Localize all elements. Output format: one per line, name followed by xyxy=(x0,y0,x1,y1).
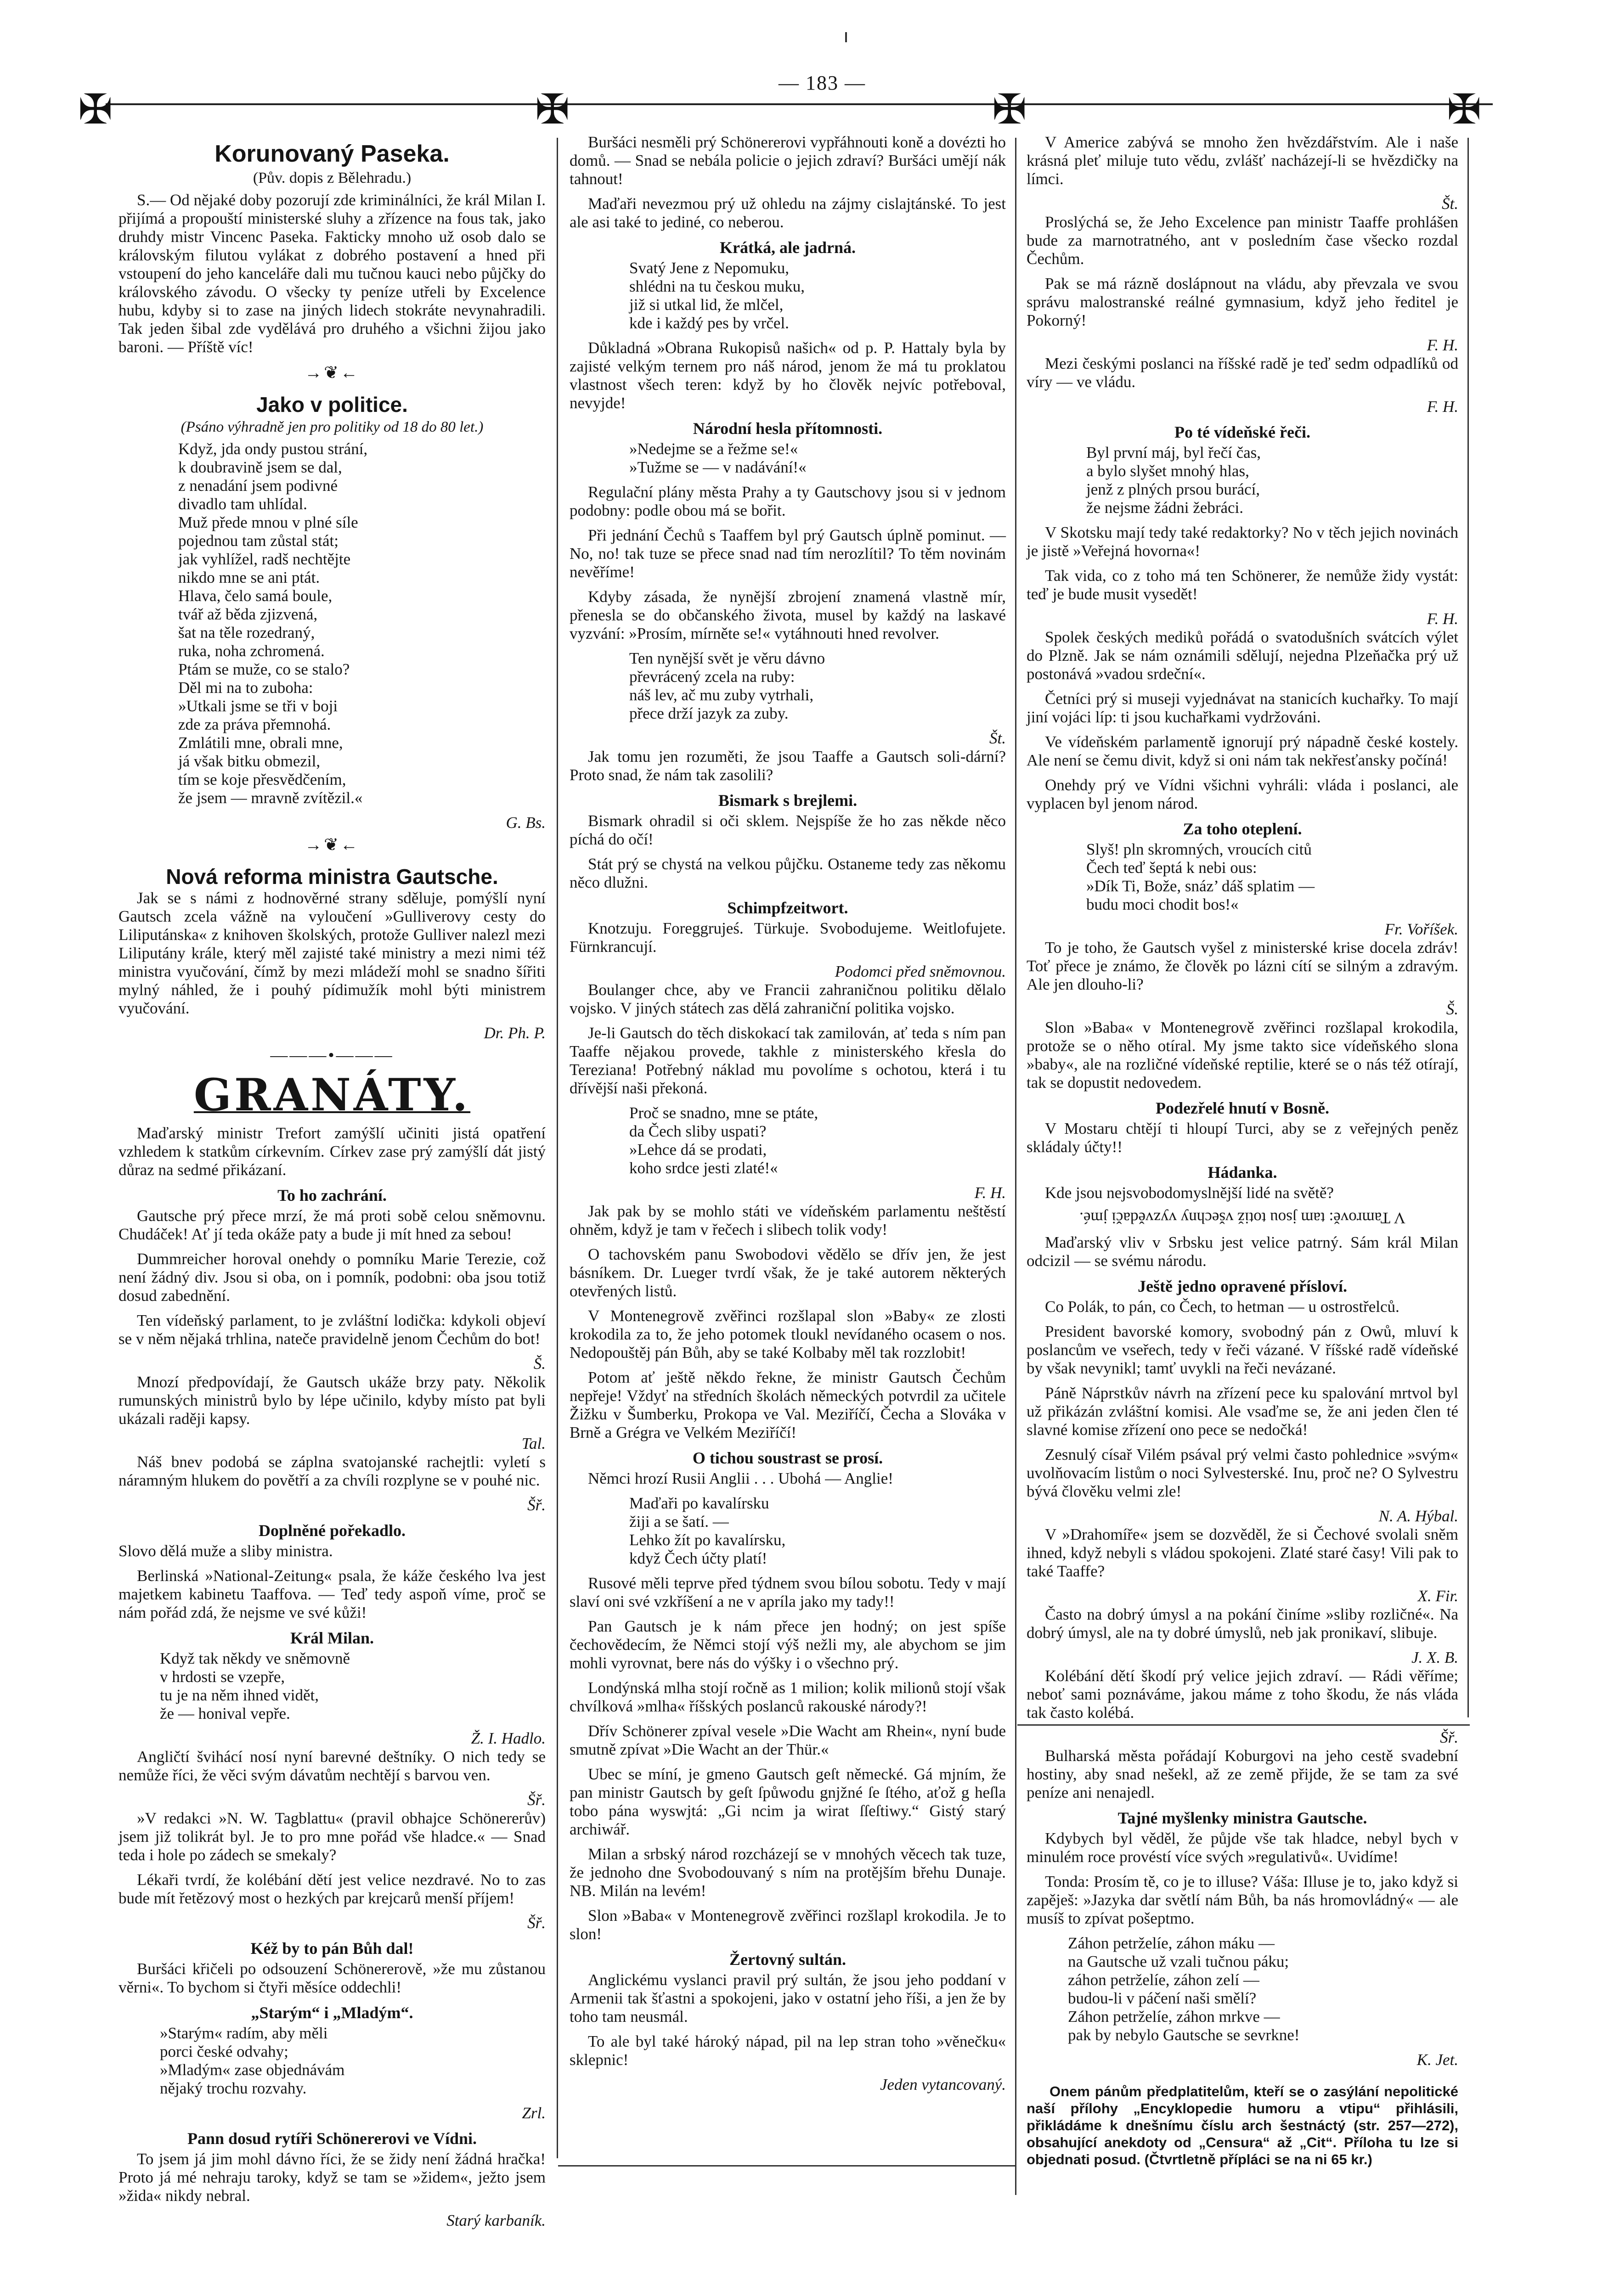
signature: Jeden vytancovaný. xyxy=(880,2076,1006,2093)
article-title-reforma: Nová reforma ministra Gautsche. xyxy=(166,865,498,889)
item-text: Knotzuju. Foreggrujeś. Türkuje. Svobodujeme. Weitlofujete. Fürnkrancují. xyxy=(570,919,1006,956)
item-text: To jsem já jim mohl dávno říci, že se židy není žádná hračka! Proto já mé nehraju taroky, když se tam se »židem«, ježto jsem »žida« nikdy nebral. xyxy=(119,2150,546,2205)
item-text: Ten vídeňský parlament, to je zvláštní lodička: kdykoli objeví se v něm nějaká trhlina, nateče pravidelně jenom Čechům do bot! xyxy=(119,1311,546,1348)
poem: Proč se snadno, mne se ptáte, da Čech sliby uspati? »Lehce dá se prodati, koho srdce jesti zlaté!« xyxy=(629,1104,818,1177)
item-text: V Skotsku mají tedy také redaktorky? No v těch jejich novinách je jistě »Veřejná hovorna«! xyxy=(1027,523,1458,560)
subscriber-notice: Onem pánům předplatitelům, kteří se o zasýlání nepolitické naší přílohy „Encyklopedie humoru a vtipu“ přihlásili, přikládáme k dnešnímu číslu arch šestnáctý (str. 257—272), obsahující anekdoty od „Censura“ až „Cit“. Příloha tu lze si objednati posud. (Čtvrtletně přípláci se na ni 65 kr.) xyxy=(1027,2083,1458,2167)
signature: Starý karbaník. xyxy=(446,2212,546,2229)
article-body: S.— Od nějaké doby pozorují zde kriminálníci, že král Milan I. přijímá a propouští ministerské sluhy a zřízence na fous tak, jako druhdy mistr Vincenc Paseka. Fakticky mnoho už osob dalo se královským filutou vylákat z dobrého postavení a hned při vstoupení do jeho kanceláře dali mu tučnou kauci nebo půjčky do královského závodu. O všecky ty peníze utřeli by Excelence hubu, kdyby si to zase na jiných lidech stokráte nevynahradili. Tak jeden šibal zde vydělává pro druhého a všichni žijou jako baroni. — Příště víc! xyxy=(119,191,546,356)
item-title: Král Milan. xyxy=(290,1629,374,1647)
item-text: Slon »Baba« v Montenegrově zvěřinci rozšlapl krokodila. Je to slon! xyxy=(570,1907,1006,1943)
signature: Tal. xyxy=(521,1435,546,1452)
item-title: Národní hesla přítomnosti. xyxy=(693,419,883,438)
item-text: Gautsche prý přece mrzí, že má proti sobě celou sněmovnu. Chudáček! Ať jí teda okáže paty a bude ji mít hned za sebou! xyxy=(119,1207,546,1243)
signature: J. X. B. xyxy=(1411,1649,1458,1666)
signature: F. H. xyxy=(974,1184,1006,1202)
item-text: Kolébání dětí škodí prý velice jejich zdraví. — Rádi věříme; neboť sami poznáváme, jakou máme z toho škodu, že nás vláda tak často kolébá. xyxy=(1027,1667,1458,1722)
item-text: To ale byl také hároký nápad, pil na lep stran toho »věnečku« sklepnic! xyxy=(570,2032,1006,2069)
article-byline: (Pův. dopis z Bělehradu.) xyxy=(253,169,412,186)
item-title: Po té vídeňské řeči. xyxy=(1174,423,1310,441)
item-text: Maďaři nevezmou prý už ohledu na zájmy cislajtánské. To jest ale asi také to jediné, co neberou. xyxy=(570,195,1006,231)
item-title: Bismark s brejlemi. xyxy=(718,791,858,810)
article-title-politice: Jako v politice. xyxy=(256,393,408,416)
item-text: Dřív Schönerer zpíval vesele »Die Wacht am Rhein«, nyní bude smutně zpívat »Die Wacht an der Thür.« xyxy=(570,1722,1006,1758)
item-text: Rusové měli teprve před týdnem svou bílou sobotu. Tedy v mají slaví oni své vzkříšení a ne v apríla jako my tady!! xyxy=(570,1574,1006,1610)
item-text: Maďarský ministr Trefort zamýšlí učiniti jistá opatření vzhledem k statkům církevním. Církev zase prý zamýšlí dát jistý důraz na sedmé přikázaní. xyxy=(119,1124,546,1179)
article-body: Jak se s námi z hodnověrné strany sděluje, pomýšlí nyní Gautsch zcela vážně na vyloučení »Gulliverovy cesty do Liliputánska« z knihoven školských, protože Gulliver nalezl mezi Liliputány krále, který měl zajisté také ministry a mezi nimi též ministra vyučování, čímž by mezi mládeží mohl se snadno šířiti mylný náhled, že i pouhý pídimužík mohl býti ministrem vyučování. xyxy=(119,889,546,1017)
item-text: Boulanger chce, aby ve Francii zahraničnou politiku dělalo vojsko. V jiných státech zas dělá zahraniční politika vojsko. xyxy=(570,981,1006,1017)
signature: Šř. xyxy=(527,1496,546,1514)
item-text-fraktur: Ubec se míní, je gmeno Gautsch geſt německé. Gá mjním, že pan ministr Gautsch by geſt ſpůwodu gnjžné ſe ſtého, aťož g heſla tobo pána wyswjtá: „Gi ncim ja wirat ſſeſtiwy.“ Gistý starý archiwář. xyxy=(570,1765,1006,1838)
item-title: Podezřelé hnutí v Bosně. xyxy=(1156,1099,1329,1117)
item-title: Kéž by to pán Bůh dal! xyxy=(250,1939,414,1958)
signature: Št. xyxy=(1442,195,1458,213)
column-1 xyxy=(119,133,546,2229)
item-text: Potom ať ještě někdo řekne, že ministr Gautsch Čechům nepřeje! Vždyť na středních školách německých potvrdil za učitele Žižku v Šumberku, Prokopa ve Val. Meziříčí, Čecha a Slováka v Brně a Grégra ve Velkém Meziříčí! xyxy=(570,1368,1006,1441)
signature: Šř. xyxy=(527,1791,546,1809)
item-text: Slon »Baba« v Montenegrově zvěřinci rozšlapal krokodila, protože se o něho otíral. My jsme takto sice vídeňského slona »baby«, ale na rozličné vídeňské reptilie, které se o nás též otírají, tak se dopustit nedovedem. xyxy=(1027,1019,1458,1092)
item-text: Buršáci nesměli prý Schönererovi vypřáhnouti koně a dovézti ho domů. — Snad se nebála policie o jejich zdraví? Buršáci umějí nák tahnout! xyxy=(570,133,1006,188)
item-text: Němci hrozí Rusii Anglii . . . Ubohá — Anglie! xyxy=(588,1469,893,1487)
section-divider: →❦← xyxy=(305,363,360,383)
column-2-bottom-rule xyxy=(558,2165,1015,2167)
item-text: Kde jsou nejsvobodomyslnější lidé na světě? xyxy=(1045,1184,1334,1202)
signature: Podomci před sněmovnou. xyxy=(835,962,1006,980)
item-title: O tichou soustrast se prosí. xyxy=(692,1449,883,1467)
item-text: Slovo dělá muže a sliby ministra. xyxy=(119,1542,333,1560)
item-text: Milan a srbský národ rozcházejí se v mnohých věcech tak tuze, že jednoho dne Svobodouvaný s ním na protějším břehu Dunaje. NB. Milán na levém! xyxy=(570,1845,1006,1900)
poem: »Starým« radím, aby měli porci české odvahy; »Mladým« zase objednávám nějaký trochu rozvahy. xyxy=(160,2024,345,2097)
item-title: Ještě jedno opravené přísloví. xyxy=(1138,1277,1347,1295)
item-text: »V redakci »N. W. Tagblattu« (pravil obhajce Schönererův) jsem již tolikrát byl. Je to pro mne pořád vše hladce.« — Snad teda i hole po zádech se smekaly? xyxy=(119,1809,546,1864)
item-title: Za toho oteplení. xyxy=(1183,820,1302,838)
item-text: Bismark ohradil si oči sklem. Nejspíše že ho zas někde něco píchá do očí! xyxy=(570,812,1006,848)
signature: Šř. xyxy=(1440,1728,1458,1746)
item-title: Krátká, ale jadrná. xyxy=(720,238,856,257)
signature: Ž. I. Hadlo. xyxy=(471,1729,546,1747)
item-text: Stát prý se chystá na velkou půjčku. Ostaneme tedy zas někomu něco dlužni. xyxy=(570,855,1006,891)
item-text: President bavorské komory, svobodný pán z Owů, mluví k poslancům ve vseřech, tedy v řeči vázané. V říšské radě vídeňské by však nevynikl; tamť uvykli na řeči nevázané. xyxy=(1027,1322,1458,1377)
item-text: Co Polák, to pán, co Čech, to hetman — u ostrostřelců. xyxy=(1045,1298,1400,1316)
header-rule xyxy=(106,103,1493,105)
corner-ornament-middle-left-icon: ✠ xyxy=(535,87,570,133)
item-title: Hádanka. xyxy=(1208,1163,1277,1182)
item-text: Ve vídeňském parlamentě ignorují prý nápadně české kostely. Ale není se čemu divit, když si oni nám tak nekřesťansky počíná! xyxy=(1027,733,1458,769)
item-text: Lékaři tvrdí, že kolébání dětí jest velice nezdravé. No to zas bude mít řetězový most o hezkých par krejcarů menší příjem! xyxy=(119,1871,546,1907)
poem: Když, jda ondy pustou strání, k doubravině jsem se dal, z nenadání jsem podivné divadlo tam uhlídal. Muž přede mnou v plné síle pojednou tam zůstal stát; jak vyhlížel, radš nechtějte nikdo mne se ani ptát. Hlava, čelo samá boule, tvář až běda zjizvená, šat na těle rozedraný, ruka, noha zchromená. Ptám se muže, co se stalo? Děl mi na to zuboha: »Utkali jsme se tři v boji zde za práva přemnohá. Zmlátili mne, obrali mne, já však bitku obmezil, tím se koje přesvědčením, že jsem — mravně zvítězil.« xyxy=(178,440,368,807)
item-text: Zesnulý císař Vilém psával prý velmi často pohlednice »svým« uvolňovacím listům o noci Sylvesterské. Inu, proč ne? O Sylvestru bývá člověku velmi zle! xyxy=(1027,1446,1458,1500)
item-text: Mezi českými poslanci na říšské radě je teď sedm odpadlíků od víry — ve vládu. xyxy=(1027,355,1458,391)
section-divider: →❦← xyxy=(305,835,360,855)
corner-ornament-right-icon: ✠ xyxy=(1447,87,1482,133)
column-3 xyxy=(1027,133,1458,2167)
item-text: Při jednání Čechů s Taaffem byl prý Gautsch úplně pominut. — No, no! tak tuze se přece snad nad tím nerozlítil? To těm novinám nevěříme! xyxy=(570,526,1006,581)
item-text: Četníci prý si museji vyjednávat na stanicích kuchařky. To mají jiní vojáci líp: ti jsou kuchařkami vydržováni. xyxy=(1027,690,1458,726)
signature: Fr. Voříšek. xyxy=(1384,920,1458,938)
item-text: Pak se má rázně doslápnout na vládu, aby převzala ve svou správu malostranské reálné gymnasium, když jeho ředitel je Pokorný! xyxy=(1027,275,1458,329)
item-text: V Americe zabývá se mnoho žen hvězdářstvím. Ale i naše krásná pleť miluje tuto vědu, zvlášť nacházejí-li se hvězdičky na límci. xyxy=(1027,133,1458,188)
item-text: Proslýchá se, že Jeho Excelence pan ministr Taaffe prohlášen bude za marnotratného, ant v posledním čase všecko rozdal Čechům. xyxy=(1027,213,1458,268)
item-text: Tonda: Prosím tě, co je to illuse? Váša: Illuse je to, jako když si zapěješ: »Jazyka dar světlí nám Bůh, ba nás hromovládný« — ale musíš to zpívat pošeptmo. xyxy=(1027,1873,1458,1927)
poem: Byl první máj, byl řečí čas, a bylo slyšet mnohý hlas, jenž z plných prsou burácí, že nejsme žádni žebráci. xyxy=(1086,444,1261,517)
signature: N. A. Hýbal. xyxy=(1378,1507,1458,1525)
poem: »Nedejme se a řežme se!« »Tužme se — v nadávání!« xyxy=(629,440,807,476)
poem: Maďaři po kavalírsku žiji a se šatí. — Lehko žít po kavalírsku, když Čech účty platí! xyxy=(629,1494,786,1567)
item-text: Maďarský vliv v Srbsku jest velice patrný. Sám král Milan odcizil — se svému národu. xyxy=(1027,1233,1458,1270)
signature: F. H. xyxy=(1427,398,1458,416)
item-text: Regulační plány města Prahy a ty Gautschovy jsou si v jednom podobny: podle obou má se bořit. xyxy=(570,483,1006,519)
poem: Ten nynější svět je věru dávno převrácený zcela na ruby: náš lev, ač mu zuby vytrhali, přece drží jazyk za zuby. xyxy=(629,649,825,722)
page-number: — 183 — xyxy=(779,72,866,94)
item-text: Angličtí švihácí nosí nyní barevné deštníky. O nich tedy se nemůže říci, že věci svým dávatům nechtějí s barvou ven. xyxy=(119,1748,546,1784)
signature: X. Fir. xyxy=(1417,1587,1458,1605)
item-text: Často na dobrý úmysl a na pokání činíme »sliby rozličné«. Na dobrý úmysl, ale na ty dobré úmyslů, neb jak pronikaví, slibuje. xyxy=(1027,1605,1458,1642)
page-mark xyxy=(845,32,847,42)
column-2 xyxy=(570,133,1006,2140)
item-title: Pann dosud rytíři Schönererovi ve Vídni. xyxy=(187,2129,477,2148)
column-rule-1 xyxy=(557,138,558,2158)
signature: G. Bs. xyxy=(506,814,546,832)
item-text: V »Drahomíře« jsem se dozvěděl, že si Čechové svolali sněm ihned, když nebyli s vládou spokojeni. Zlaté staré časy! Vili pak to také Taaffe? xyxy=(1027,1525,1458,1580)
item-text: Spolek českých mediků pořádá o svatodušních svátcích výlet do Plzně. Jak se nám oznámili sdělují, nejedna Plzeňačka prý už postonává »vadou srdeční«. xyxy=(1027,628,1458,683)
signature: Dr. Ph. P. xyxy=(484,1024,546,1042)
item-text: Jak tomu jen rozuměti, že jsou Taaffe a Gautsch soli-dární? Proto snad, že nám tak zasolili? xyxy=(570,748,1006,784)
section-divider: ———•——— xyxy=(270,1046,394,1065)
item-text: V Montenegrově zvěřinci rozšlapal slon »Baby« ze zlosti krokodila za to, že jeho potomek tloukl nevídaného ocasem o nos. Nedopouštěj pán Bůh, aby se také Kolbaby měl tak rozzlobit! xyxy=(570,1307,1006,1362)
item-text: Páně Náprstkův návrh na zřízení pece ku spalování mrtvol byl už přikázán zvláštní komisi. Ale vsaďme se, že ani jeden člen té slavné komise zřízení ono pece se nedočká! xyxy=(1027,1384,1458,1439)
item-text: Bulharská města pořádají Koburgovi na jeho cestě svadební hostiny, aby snad nešekl, až ze země přijde, že se tam za své peníze ani nenajedl. xyxy=(1027,1747,1458,1801)
item-text: Mnozí předpovídají, že Gautsch ukáže brzy paty. Několik rumunských ministrů bylo by lépe učinilo, kdyby místo pat byli ukázali raději kapsy. xyxy=(119,1373,546,1428)
item-text: Je-li Gautsch do těch diskokací tak zamilován, ať teda s ním pan Taaffe nějakou provede, takhle z ministerského křesla do Tereziana! Potřebný náklad mu povolíme s ochotou, která i tu dřívější naši překoná. xyxy=(570,1024,1006,1097)
signature: F. H. xyxy=(1427,336,1458,354)
item-title: Žertovný sultán. xyxy=(729,1950,847,1969)
item-text: Jak pak by se mohlo státi ve vídeňském parlamentu neštěstí ohněm, když je tam v řečech i slibech tolik vody! xyxy=(570,1202,1006,1238)
item-text: O tachovském panu Swobodovi vědělo se dřív jen, že jest básníkem. Dr. Lueger tvrdí však, že je také autorem některých otevřených listů. xyxy=(570,1245,1006,1300)
item-text: Dummreicher horoval onehdy o pomníku Marie Terezie, což není žádný div. Jsou si oba, on i pomník, podobni: oba jsou totiž dosud zabednění. xyxy=(119,1250,546,1305)
signature: K. Jet. xyxy=(1416,2051,1458,2069)
signature: Š. xyxy=(1446,1000,1458,1018)
article-title-korunovany: Korunovaný Paseka. xyxy=(214,141,450,167)
item-title: Tajné myšlenky ministra Gautsche. xyxy=(1117,1809,1367,1827)
item-text: Pan Gautsch je k nám přece jen hodný; on jest spíše čechovědecím, že Němci stojí výš nežli my, ale abychom se jim mohli vyrovnat, bere nás do výšky i o všechno prý. xyxy=(570,1617,1006,1672)
item-text: Buršáci křičeli po odsouzení Schönererově, »že mu zůstanou věrni«. To bychom si čtyři měsíce oddechli! xyxy=(119,1960,546,1996)
item-text: Náš bnev podobá se záplna svatojanské rachejtli: vyletí s náramným hlukem do povětří a za chvíli rozplyne se v pouhé nic. xyxy=(119,1453,546,1489)
item-text: Anglickému vyslanci pravil prý sultán, že jsou jeho poddaní v Armenii tak šťastni a spokojeni, jako v ostatní jeho říši, a jen že by toho tam neusmál. xyxy=(570,1971,1006,2026)
signature: Šř. xyxy=(527,1914,546,1932)
item-title: Doplněné pořekadlo. xyxy=(258,1521,406,1540)
signature: Št. xyxy=(989,729,1006,747)
signature: F. H. xyxy=(1427,610,1458,628)
poem: Když tak někdy ve sněmovně v hrdosti se vzepře, tu je na něm ihned vidět, že — honival vepře. xyxy=(160,1649,350,1722)
item-text: Tak vida, co z toho má ten Schönerer, že nemůže židy vystát: teď je bude musit vysedět! xyxy=(1027,567,1458,603)
signature: Š. xyxy=(533,1355,546,1373)
item-text: Onehdy prý ve Vídni všichni vyhráli: vláda i poslanci, ale vyplacen byl jenom národ. xyxy=(1027,776,1458,812)
item-text: Kdybych byl věděl, že půjde vše tak hladce, nebyl bych v minulém roce provéstí více svých »regulativů«. Uvidíme! xyxy=(1027,1829,1458,1866)
item-text: Kdyby zásada, že nynější zbrojení znamená vlastně mír, přenesla se do občanského života, musel by každý na laskavé vyzvání: »Prosím, mírněte se!« vytáhnouti hned revolver. xyxy=(570,588,1006,642)
item-title: Schimpfzeitwort. xyxy=(727,899,848,917)
item-text: Berlinská »National-Zeitung« psala, že káže českého lva jest majetkem kabinetu Taaffova. — Teď tedy aspoň víme, proč se nám pořád zdá, že nejsme ve své kůži! xyxy=(119,1567,546,1621)
signature: Zrl. xyxy=(522,2104,546,2122)
poem: Svatý Jene z Nepomuku, shlédni na tu českou muku, již si utkal lid, že mlčel, kde i každý pes by vrčel. xyxy=(629,259,805,332)
corner-ornament-middle-right-icon: ✠ xyxy=(992,87,1027,133)
item-title: To ho zachrání. xyxy=(277,1186,387,1204)
column-rule-3 xyxy=(1467,138,1469,1717)
item-text: Londýnská mlha stojí ročně as 1 milion; kolik milionů stojí však chvílková »mlha« říšských poslanců rakouské národy?! xyxy=(570,1679,1006,1715)
item-text: V Mostaru chtějí ti hloupí Turci, aby se z veřejných peněz skládaly účty!! xyxy=(1027,1120,1458,1156)
item-text: Důkladná »Obrana Rukopisů našich« od p. P. Hattaly byla by zajisté velkým ternem pro náš národ, jenom že má tu proklatou vlastnost všech teren: když by ho člověk nejvíc potřeboval, nevyjde! xyxy=(570,339,1006,412)
riddle-answer-upside-down: V Tamrově: tam jsou totiž všechny vyzvědači jmé. xyxy=(1079,1209,1405,1227)
article-note: (Psáno výhradně jen pro politiky od 18 do 80 let.) xyxy=(181,419,484,435)
poem: Slyš! pln skromných, vroucích citů Čech teď šeptá k nebi ous: »Dík Ti, Bože, snáz’ dáš splatim — budu moci chodit bos!« xyxy=(1086,840,1315,913)
item-text: To je toho, že Gautsch vyšel z ministerské krise docela zdráv! Toť přece je známo, že člověk po lázni cítí se silným a zdravým. Ale jen dlouho-li? xyxy=(1027,939,1458,993)
poem: Záhon petrželíe, záhon máku — na Gautsche už vzali tučnou páku; záhon petrželíe, záhon zelí — budou-li v páčení naši smělí? Záhon petrželíe, záhon mrkve — pak by nebylo Gautsche se sevrkne! xyxy=(1068,1934,1300,2044)
item-title: „Starým“ i „Mladým“. xyxy=(251,2003,413,2022)
column-rule-2 xyxy=(1015,138,1016,2195)
corner-ornament-left-icon: ✠ xyxy=(78,87,113,133)
section-title-granaty: GRANÁTY. xyxy=(193,1069,471,1121)
